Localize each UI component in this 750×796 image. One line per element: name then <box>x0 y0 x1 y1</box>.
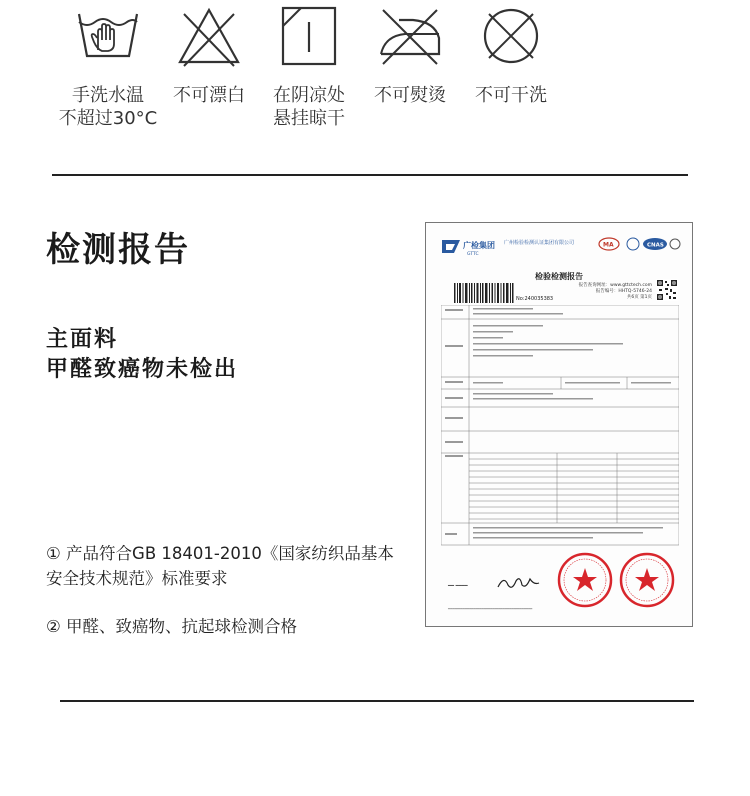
care-label-hand-wash: 手洗水温 不超过30°C <box>58 85 158 129</box>
care-label-no-iron: 不可熨烫 <box>374 85 446 106</box>
care-label-no-dry-clean: 不可干洗 <box>475 85 547 106</box>
report-brand: 广检集团 <box>463 241 495 250</box>
note-tests: ② 甲醛、致癌物、抗起球检测合格 <box>46 617 298 636</box>
test-report-image <box>425 222 693 627</box>
svg-text:MA: MA <box>603 241 614 249</box>
no-bleach-icon <box>174 4 244 68</box>
note-standard: ① 产品符合GB 18401-2010《国家纺织品基本安全技术规范》标准要求 <box>46 544 394 588</box>
gttc-logo-icon <box>440 237 500 257</box>
report-results-table <box>441 305 679 560</box>
care-item-line-dry <box>254 4 364 130</box>
report-meta-page: 共6页 第1页 <box>626 295 652 300</box>
no-dry-clean-icon <box>476 4 546 68</box>
section-title: 检测报告 <box>46 230 190 270</box>
certification-marks-icon <box>597 235 682 253</box>
qr-code-icon <box>656 279 678 301</box>
report-signature-line: ━━ ━━━━ <box>448 583 468 589</box>
report-number: No:240035383 <box>516 296 554 302</box>
hand-wash-icon <box>73 4 143 68</box>
report-footer: ━━━━━━━━━━━━━━━━━━━━━━━━━━━━━━━━━━━━━━━━ <box>448 607 533 611</box>
care-label-line-dry: 在阴凉处 悬挂晾干 <box>273 85 345 129</box>
report-meta-code: 报告编号：HHTQ-5746-24 <box>595 289 652 294</box>
barcode-icon <box>454 283 514 303</box>
testing-seal-icon <box>618 551 676 609</box>
signature-icon <box>496 573 541 593</box>
report-org: 广州检验检测认证集团有限公司 <box>504 240 575 246</box>
official-seal-icon <box>556 551 614 609</box>
care-item-no-bleach <box>154 4 264 107</box>
svg-text:CNAS: CNAS <box>647 242 664 249</box>
bottom-divider <box>60 700 694 702</box>
report-meta-url: 报告查询网址：www.gttctech.com <box>578 283 652 288</box>
report-meta <box>579 283 652 301</box>
care-item-hand-wash <box>53 4 163 130</box>
no-iron-icon <box>375 4 445 68</box>
care-item-no-dry-clean <box>456 4 566 107</box>
report-title: 检验检测报告 <box>535 272 583 281</box>
care-label-no-bleach: 不可漂白 <box>173 85 245 106</box>
top-divider <box>52 174 688 176</box>
report-brand-en: GTTC <box>467 252 479 257</box>
subhead-formaldehyde: 甲醛致癌物未检出 <box>46 357 239 382</box>
subhead-main-fabric: 主面料 <box>46 327 119 352</box>
care-item-no-iron <box>355 4 465 107</box>
line-dry-shade-icon <box>274 4 344 68</box>
care-symbols-row <box>0 0 750 140</box>
